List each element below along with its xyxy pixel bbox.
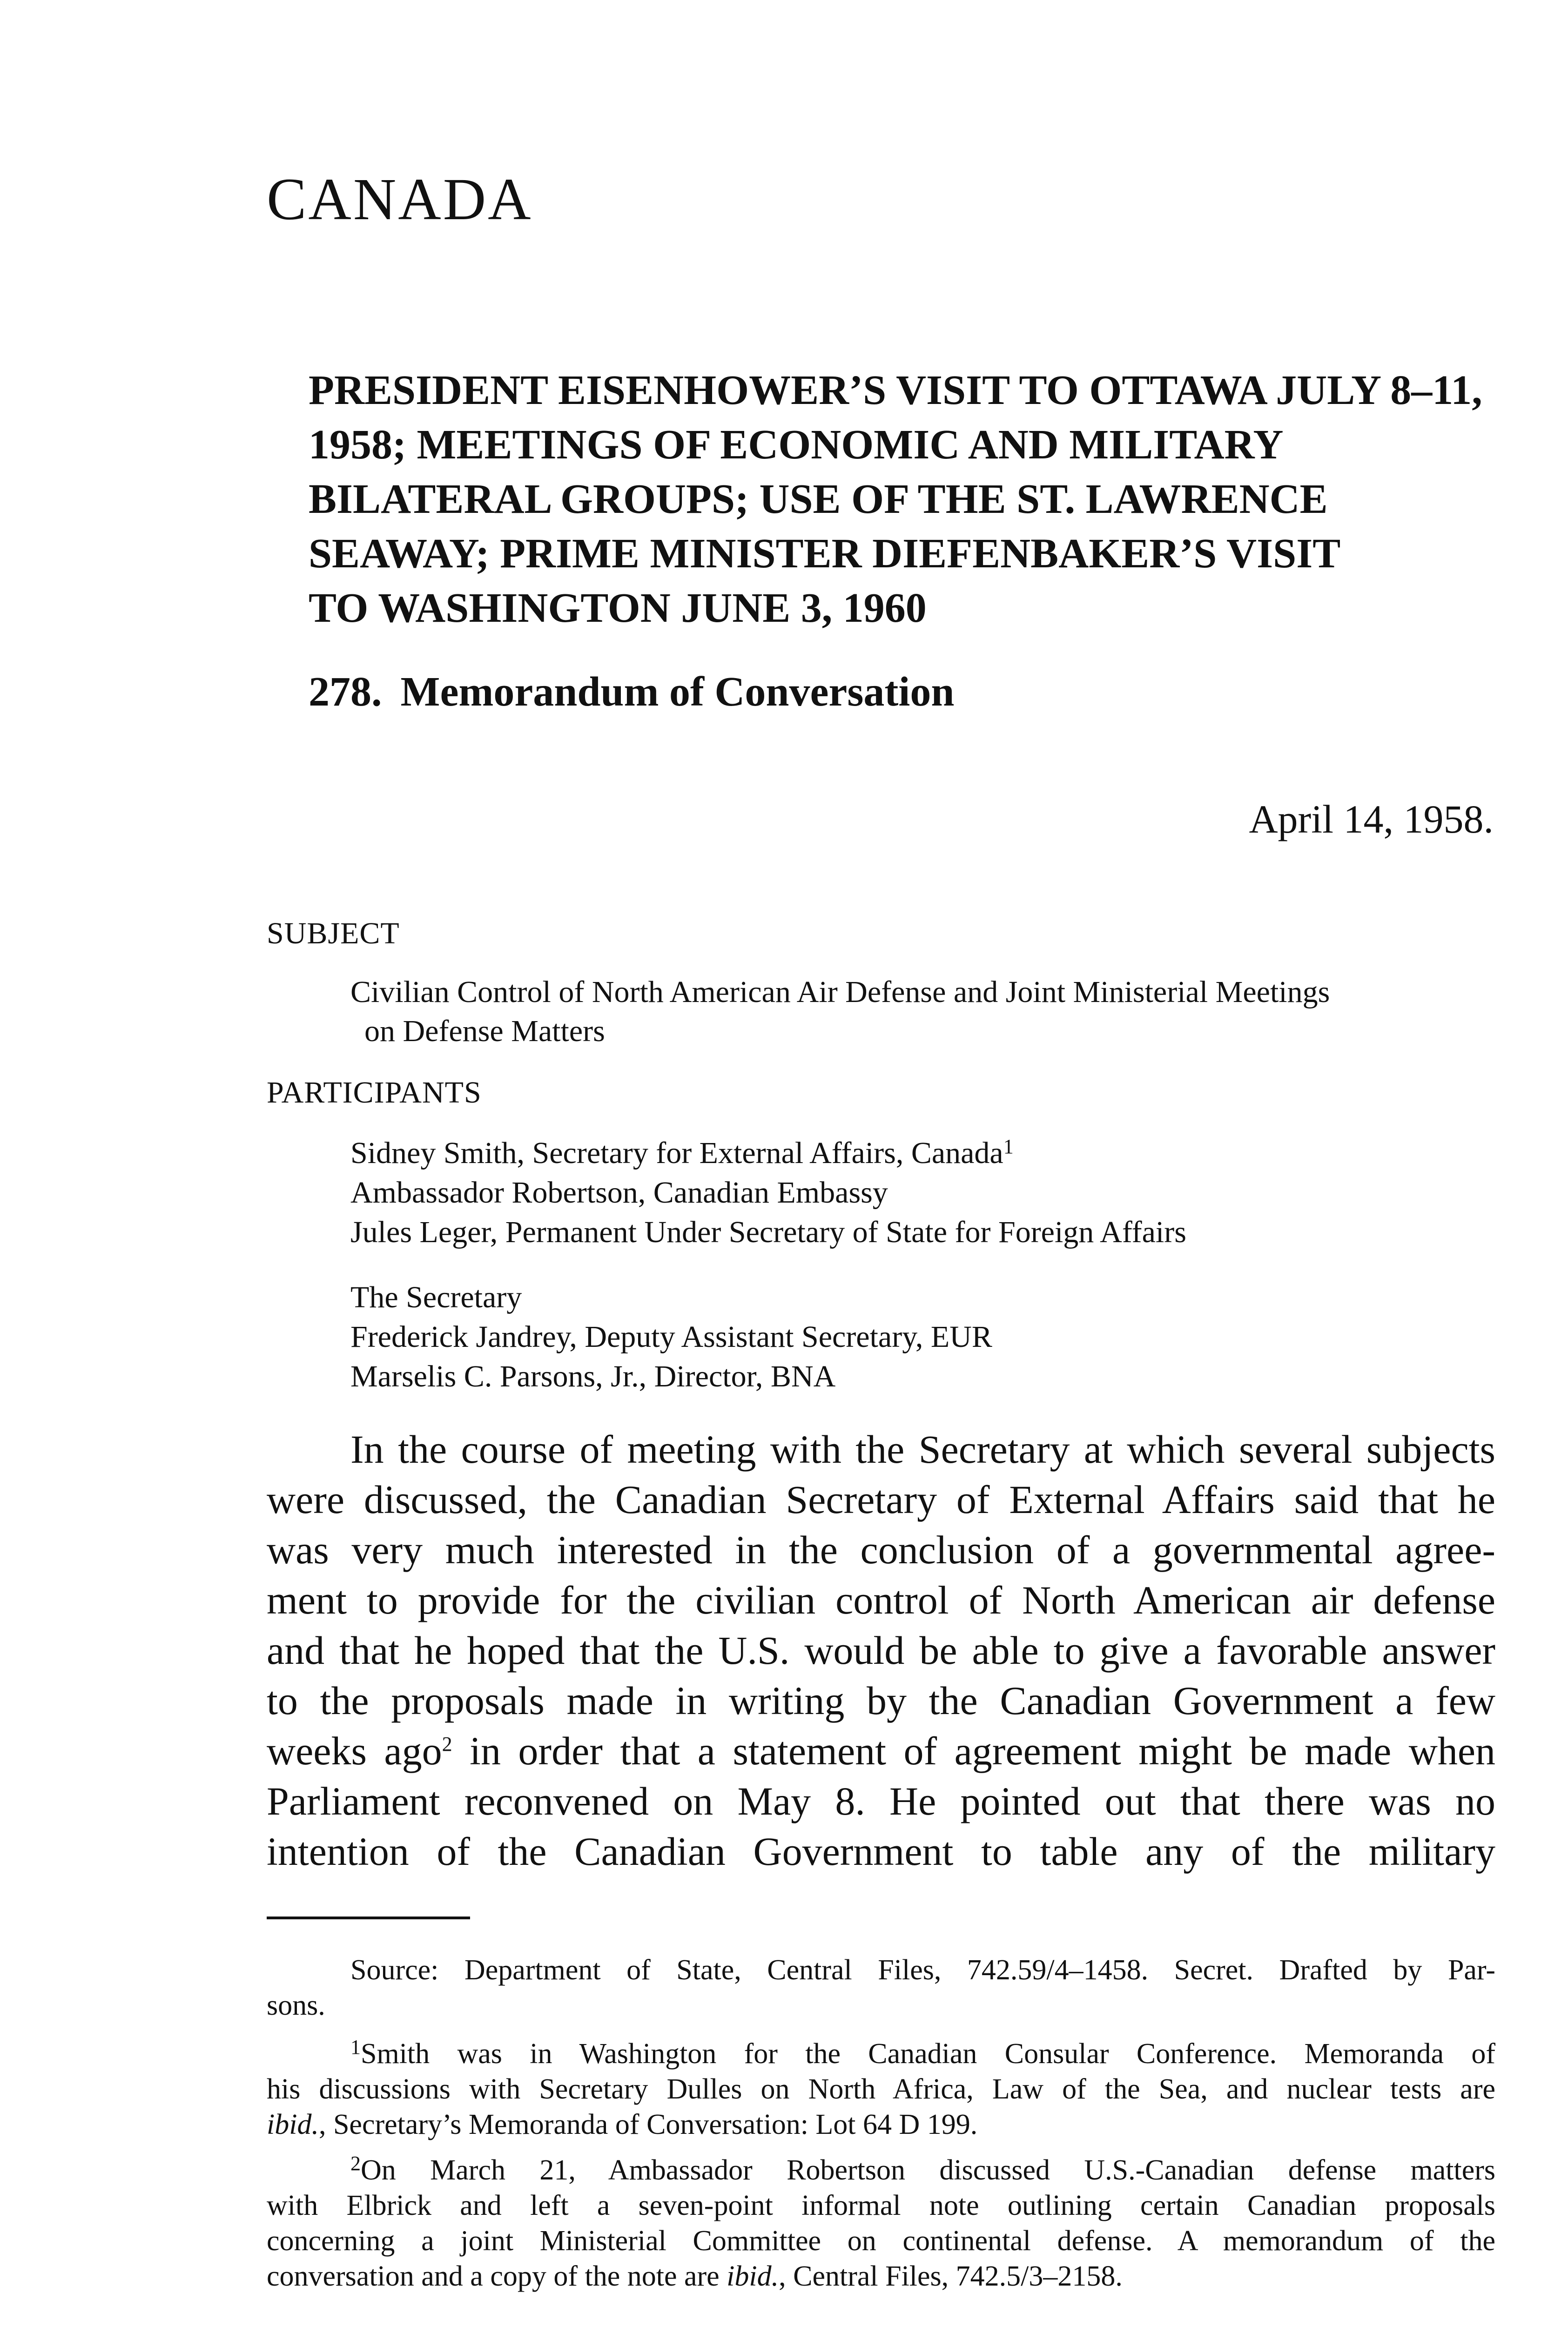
body-line: ment to provide for the civilian control of North American air defense bbox=[267, 1578, 1495, 1622]
body-line: to the proposals made in writing by the Canadian Government a few bbox=[267, 1678, 1495, 1723]
footnote-line bbox=[267, 2036, 1495, 2071]
footnote-line: sons. bbox=[267, 1990, 325, 2021]
body-line: was very much interested in the conclusion of a governmental agree- bbox=[267, 1527, 1495, 1572]
chapter-title-line: BILATERAL GROUPS; USE OF THE ST. LAWRENCE bbox=[309, 476, 1328, 522]
footnote-italic: ibid. bbox=[727, 2260, 779, 2292]
footnote-text: Smith was in Washington for the Canadian Consular Conference. Memoranda of bbox=[361, 2038, 1495, 2070]
footnote-line bbox=[267, 2259, 1495, 2294]
document-number: 278. bbox=[309, 669, 382, 715]
participant-row bbox=[350, 1133, 1186, 1173]
footnote-line: Source: Department of State, Central Files, 742.59/4–1458. Secret. Drafted by Par- bbox=[350, 1954, 1495, 1986]
footnote-text: On March 21, Ambassador Robertson discussed U.S.-Canadian defense matters bbox=[361, 2154, 1495, 2186]
chapter-title-line: 1958; MEETINGS OF ECONOMIC AND MILITARY bbox=[309, 422, 1284, 468]
participant: Frederick Jandrey, Deputy Assistant Secretary, EUR bbox=[350, 1320, 992, 1354]
document-heading bbox=[309, 668, 954, 716]
chapter-title bbox=[309, 363, 1528, 635]
body-line: In the course of meeting with the Secretary at which several subjects bbox=[350, 1427, 1495, 1472]
body-line: Parliament reconvened on May 8. He pointed out that there was no bbox=[267, 1779, 1495, 1823]
footnote-line: with Elbrick and left a seven-point informal note outlining certain Canadian proposals bbox=[267, 2190, 1495, 2221]
footnote-1 bbox=[267, 2036, 1495, 2142]
footnote-ref: 1 bbox=[1003, 1135, 1014, 1158]
body-line: and that he hoped that the U.S. would be able to give a favorable answer bbox=[267, 1628, 1495, 1673]
chapter-title-line: PRESIDENT EISENHOWER’S VISIT TO OTTAWA JULY 8–11, bbox=[309, 367, 1482, 413]
footnote-line: concerning a joint Ministerial Committee on continental defense. A memorandum of the bbox=[267, 2225, 1495, 2257]
body-line: intention of the Canadian Government to table any of the military bbox=[267, 1829, 1495, 1874]
subject-line: on Defense Matters bbox=[364, 1014, 605, 1048]
country-heading: CANADA bbox=[267, 166, 533, 232]
participant: Marselis C. Parsons, Jr., Director, BNA bbox=[350, 1359, 836, 1393]
footnote-source bbox=[267, 1952, 1495, 2023]
participants-canadian bbox=[350, 1133, 1186, 1252]
body-paragraph bbox=[267, 1424, 1495, 1876]
footnote-marker: 1 bbox=[350, 2036, 361, 2058]
footnote-marker: 2 bbox=[350, 2152, 361, 2175]
footnote-separator bbox=[267, 1917, 470, 1919]
footnote-text: , Central Files, 742.5/3–2158. bbox=[779, 2260, 1123, 2292]
participants-american bbox=[350, 1278, 992, 1396]
participant: The Secretary bbox=[350, 1280, 522, 1314]
participant: Ambassador Robertson, Canadian Embassy bbox=[350, 1176, 888, 1210]
body-line: were discussed, the Canadian Secretary of External Affairs said that he bbox=[267, 1477, 1495, 1522]
footnote-italic: ibid. bbox=[267, 2109, 319, 2140]
participant: Jules Leger, Permanent Under Secretary of State for Foreign Affairs bbox=[350, 1215, 1186, 1249]
subject-text bbox=[350, 973, 1523, 1051]
body-line bbox=[267, 1726, 1495, 1776]
document-type: Memorandum of Conversation bbox=[400, 669, 955, 715]
footnote-text: conversation and a copy of the note are bbox=[267, 2260, 720, 2292]
document-date: April 14, 1958. bbox=[1249, 797, 1494, 841]
subject-line: Civilian Control of North American Air Defense and Joint Ministerial Meetings bbox=[350, 975, 1330, 1009]
footnote-ref: 2 bbox=[442, 1733, 452, 1755]
participant: Sidney Smith, Secretary for External Affairs, Canada bbox=[350, 1136, 1003, 1170]
footnote-2 bbox=[267, 2152, 1495, 2294]
body-text-segment: weeks ago bbox=[267, 1728, 442, 1773]
footnote-text: , Secretary’s Memoranda of Conversation: Lot 64 D 199. bbox=[318, 2109, 978, 2140]
body-text-segment: in order that a statement of agreement might be made when bbox=[470, 1728, 1496, 1773]
footnote-line bbox=[267, 2107, 1495, 2142]
chapter-title-line: TO WASHINGTON JUNE 3, 1960 bbox=[309, 585, 927, 631]
chapter-title-line: SEAWAY; PRIME MINISTER DIEFENBAKER’S VISIT bbox=[309, 531, 1341, 577]
footnote-line bbox=[267, 2152, 1495, 2188]
subject-label: SUBJECT bbox=[267, 916, 400, 950]
footnote-line: his discussions with Secretary Dulles on North Africa, Law of the Sea, and nuclear tests are bbox=[267, 2073, 1495, 2105]
participants-label: PARTICIPANTS bbox=[267, 1076, 482, 1110]
